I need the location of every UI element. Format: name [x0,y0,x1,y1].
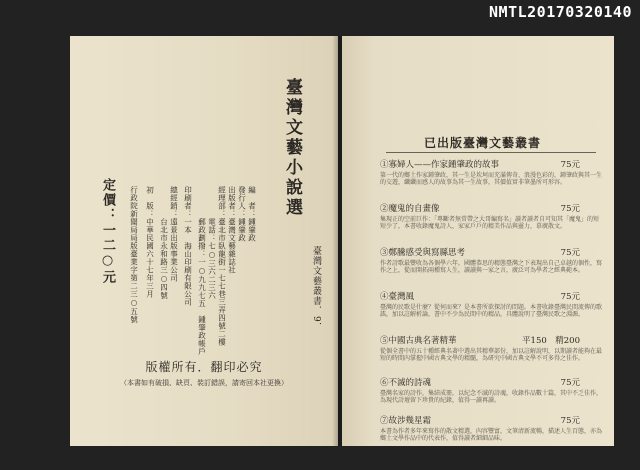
price-label: 定價：一二○元 [100,178,115,285]
colophon-page [70,36,338,446]
credit-line: 台北市永和路三○四號 [159,186,169,300]
entry-price: 75元 [560,248,580,258]
entry-price: 75元 [560,204,580,214]
entry-title: ②魔鬼的自畫像 [380,204,440,214]
catalog-entry [380,290,602,319]
credit-line: 郵政劃撥：一○九九七五 鍾肇政帳戶 [197,186,207,356]
entry-description: 集現正的空前巨作：「專斷者無常帶之大哥編寫名」讀者讀者自可知其「魔鬼」的短短少了，本書收錄魔鬼詩人，家家戶戶的精美作品與靈力，慕廣散文。 [380,216,600,231]
entry-title: ①寡婦人——作家鍾肇政的故事 [380,160,500,170]
entry-price: 平150 精200 [522,336,580,346]
credit-line: 電話：七○三六二三六 [207,186,217,300]
credit-line: 行政院新聞局局版臺業字第二三○五號 [129,186,139,324]
series-label: 臺灣文藝叢書．9． [311,246,321,333]
entry-price: 75元 [560,416,580,426]
credit-line: 發行人：鍾肇政 [237,186,247,242]
entry-description: 臺灣的民歌是什麼？從何而來？是本書所欲探討的問題。本書收錄臺灣民間流傳的歌謠，加以註解析論，書中不少為民間中的精品，具體說明了臺灣民歌之淵源。 [380,304,603,319]
catalog-entry [380,376,602,405]
credit-line: 初 版：中華民國六十七年三月 [145,186,155,298]
credit-line: 經理部：臺北市臥龍街一七七巷三弄四號二樓 [217,186,227,346]
catalog-entry [380,246,602,275]
book-title: 臺灣文藝小說選 [282,78,302,218]
credit-line: 出版者：臺灣文藝雜誌社 [227,186,237,274]
entry-title: ③鄭騰感受與寫縣思考 [380,248,466,258]
entry-description: 本書為作者多年來寫作的散文精選，內容豐富，文筆清新流暢，描述人生百態，亦為鄉土文學作品中的代表作，值得讀者細細品味。 [380,428,603,443]
catalog-title: 已出版臺灣文藝叢書 [424,136,542,150]
credit-line: 總經銷：遠景出版事業公司 [169,186,179,282]
catalog-entry [380,158,602,187]
entry-title: ⑦故涉幾星霜 [380,416,432,426]
entry-price: 75元 [560,378,580,388]
entry-description: 第一代的鄉土作家鍾肇政，其一生是坎坷而充滿傳奇、浪漫色彩的，鍾肇政與其一生的交遊，纖纖而感人的故事為其一生故事，其價值實非筆墨所可形容。 [380,172,603,187]
credit-line: 編 者：鍾肇政 [247,186,257,242]
catalog-page [342,36,614,446]
credit-line: 印刷者：一本 海山印刷有限公司 [183,186,193,306]
entry-title: ⑥不滅的詩魂 [380,378,432,388]
entry-price: 75元 [560,292,580,302]
archive-id-label: NMTL20170320140 [489,3,632,21]
catalog-entry [380,202,602,231]
entry-title: ⑤中國古典名著精華 [380,336,457,346]
entry-description: 從個全書中的五十種經典名著中選出其精華部份，加以註解說明，以期讀者能夠在最短的時間內掌握中國古典文學的精髓，為研究中國古典文學不可多得之佳作。 [380,348,603,363]
entry-price: 75元 [560,160,580,170]
copyright-note: （本書如有破損、缺頁、裝訂錯誤，請寄回本社更換） [120,379,288,387]
catalog-entry [380,414,602,443]
catalog-entry [380,334,602,363]
entry-description: 作者詩歌最豐收為各個學六年，國體恭思的精態臺灣之下表現出自己卓越的個性，寫作之上，從而開拓兩種寫人生，讀讀與一家之言，廣泛可為學者之經典範本。 [380,260,603,275]
copyright-notice: 版權所有．翻印必究 [145,360,263,374]
open-book [14,28,626,460]
divider [386,152,596,153]
entry-title: ④臺灣風 [380,292,415,302]
entry-description: 臺灣名家的詩作，集結成冊，以紀念不滅的詩魂，收錄作品數十篇，其中不乏佳作，為現代詩壇留下珍貴的紀錄，值得一讀再讀。 [380,390,603,405]
